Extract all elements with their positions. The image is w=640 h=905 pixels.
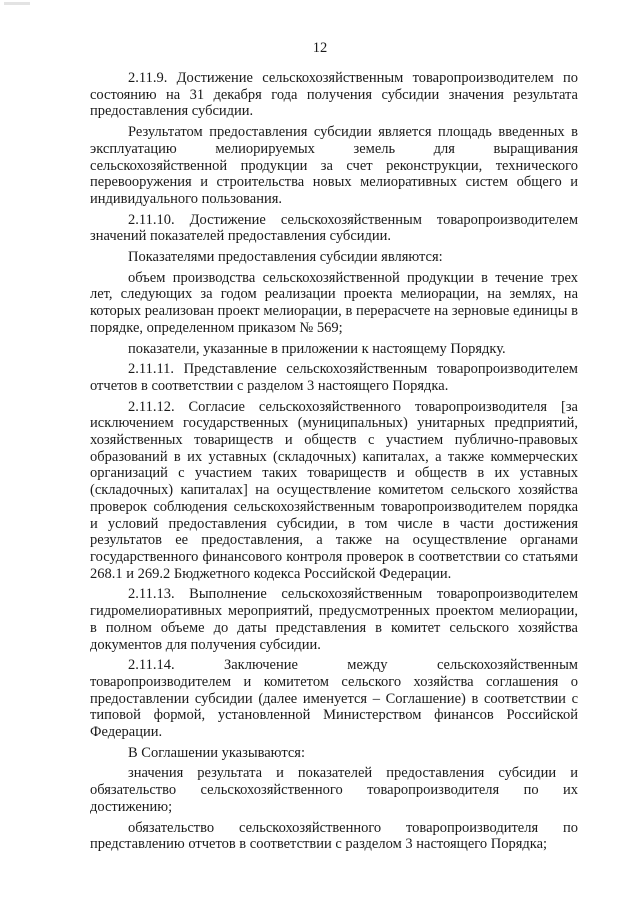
paragraph-2-11-12: 2.11.12. Согласие сельскохозяйственного товаропроизводителя [за исключением государственных (муниципальных) унитарных предприятий, хозяйственных товариществ и обществ с участием публично-правовых образований в их уставных (складочных) капиталах, а также коммерческих организаций с участием таких товариществ и обществ в их уставных (складочных) капиталах] на осуществление комитетом сельского хозяйства проверок соблюдения сельскохозяйственным товаропроизводителем порядка и условий предоставления субсидии, в том числе в части достижения результатов ее предоставления, а также на осуществление органами государственного финансового контроля проверок в соответствии со статьями 268.1 и 269.2 Бюджетного кодекса Российской Федерации.: [90, 398, 578, 582]
paragraph-agreement-values: значения результата и показателей предоставления субсидии и обязательство сельскохозяйственного товаропроизводителя по их достижению;: [90, 765, 578, 815]
paragraph-2-11-14: 2.11.14. Заключение между сельскохозяйственным товаропроизводителем и комитетом сельского хозяйства соглашения о предоставлении субсидии (далее именуется – Соглашение) в соответствии с типовой формой, установленной Министерством финансов Российской Федерации.: [90, 657, 578, 741]
document-body: [90, 70, 578, 857]
paragraph-agreement-intro: В Соглашении указываются:: [128, 744, 305, 761]
paragraph-indicator-appendix: показатели, указанные в приложении к настоящему Порядку.: [128, 340, 506, 357]
paragraph-indicators-intro: Показателями предоставления субсидии являются:: [128, 249, 443, 266]
paragraph-2-11-11: 2.11.11. Представление сельскохозяйственным товаропроизводителем отчетов в соответствии с разделом 3 настоящего Порядка.: [90, 361, 578, 394]
scan-mark: [4, 2, 30, 5]
paragraph-2-11-9: 2.11.9. Достижение сельскохозяйственным товаропроизводителем по состоянию на 31 декабря года получения субсидии значения результата предоставления субсидии.: [90, 70, 578, 120]
paragraph-2-11-10: 2.11.10. Достижение сельскохозяйственным товаропроизводителем значений показателей предоставления субсидии.: [90, 211, 578, 245]
page-number: 12: [312, 40, 328, 56]
paragraph-agreement-reports: обязательство сельскохозяйственного товаропроизводителя по представлению отчетов в соответствии с разделом 3 настоящего Порядка;: [90, 819, 578, 853]
paragraph-indicator-production-volume: объем производства сельскохозяйственной продукции в течение трех лет, следующих за годом реализации проекта мелиорации, на землях, на которых реализован проект мелиорации, в перерасчете на зерновые единицы в порядке, определенном приказом № 569;: [90, 269, 578, 336]
paragraph-2-11-13: 2.11.13. Выполнение сельскохозяйственным товаропроизводителем гидромелиоративных мероприятий, предусмотренных проектом мелиорации, в полном объеме до даты представления в комитет сельского хозяйства документов для получения субсидии.: [90, 586, 578, 653]
paragraph-result-definition: Результатом предоставления субсидии является площадь введенных в эксплуатацию мелиорируемых земель для выращивания сельскохозяйственной продукции за счет реконструкции, технического перевооружения и строительства новых мелиоративных систем общего и индивидуального пользования.: [90, 124, 578, 207]
